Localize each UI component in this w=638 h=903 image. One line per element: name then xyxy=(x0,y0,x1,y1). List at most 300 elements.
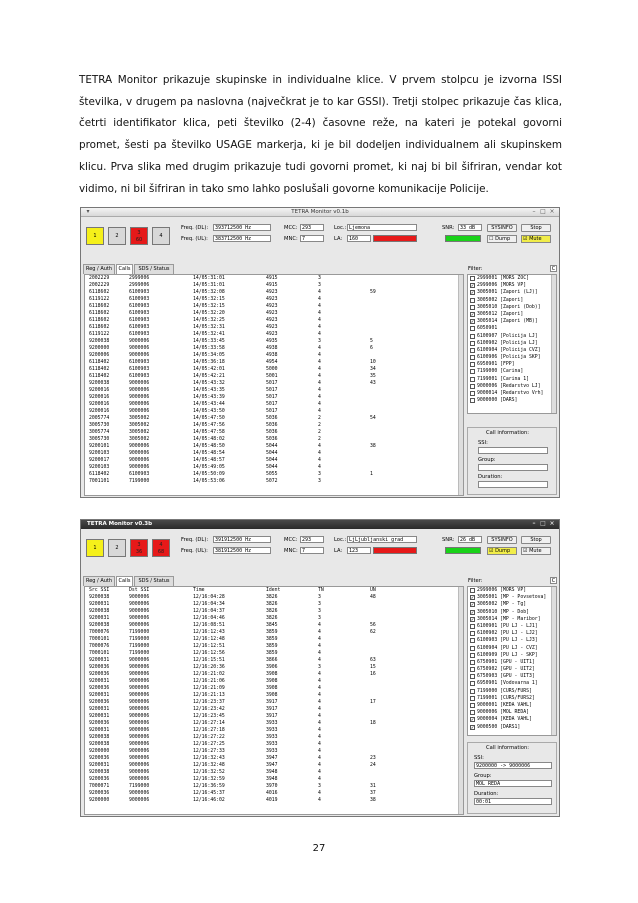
filter-item[interactable] xyxy=(468,680,556,687)
table-cell: 5000 xyxy=(266,367,278,372)
checkbox-checked-icon[interactable]: ✓ xyxy=(471,609,475,616)
table-cell: 16 xyxy=(370,672,376,677)
table-cell: 2 xyxy=(318,437,321,442)
table-cell: Time xyxy=(193,588,205,593)
filter-item-label: 2999006 [MORS VP] xyxy=(477,588,527,593)
table-row[interactable] xyxy=(85,478,463,485)
table-row[interactable] xyxy=(85,415,463,422)
table-row[interactable] xyxy=(85,643,463,650)
table-cell: 9000006 xyxy=(129,742,150,747)
table-row[interactable] xyxy=(85,608,463,615)
stop-button[interactable]: Stop xyxy=(521,536,551,544)
table-row[interactable] xyxy=(85,317,463,324)
loc-label: Loc.: xyxy=(334,225,347,231)
duration-field[interactable]: 00:01 xyxy=(474,798,552,805)
checkbox-icon[interactable] xyxy=(470,384,475,389)
table-row[interactable] xyxy=(85,331,463,338)
table-cell: 9200016 xyxy=(89,388,110,393)
filter-item[interactable] xyxy=(468,616,556,623)
duration-field[interactable] xyxy=(478,481,548,488)
table-cell: 9200036 xyxy=(89,686,110,691)
table-cell: 9000006 xyxy=(129,686,150,691)
table-row[interactable] xyxy=(85,720,463,727)
table-cell: 9000006 xyxy=(129,770,150,775)
checkbox-icon[interactable] xyxy=(470,305,475,310)
table-row[interactable] xyxy=(85,769,463,776)
filter-item[interactable] xyxy=(468,304,556,311)
table-row[interactable] xyxy=(85,748,463,755)
freq-ul-field[interactable]: 383712500 Hz xyxy=(213,235,271,242)
minimize-icon[interactable]: – xyxy=(532,208,536,215)
table-cell: 3 xyxy=(318,602,321,607)
ssi-field[interactable]: 9200000 -> 9000006 xyxy=(474,762,552,769)
snr-field[interactable]: 33 dB xyxy=(458,224,482,231)
table-cell: 9000006 xyxy=(129,756,150,761)
filter-item-label: 7199001 [Carina 1] xyxy=(477,376,529,382)
table-row[interactable] xyxy=(85,741,463,748)
table-cell: 9000006 xyxy=(129,346,150,351)
table-cell: 9000006 xyxy=(129,714,150,719)
table-row[interactable] xyxy=(85,685,463,692)
table-cell: 3 xyxy=(318,339,321,344)
table-row[interactable] xyxy=(85,282,463,289)
filter-item[interactable] xyxy=(468,390,556,397)
stop-button[interactable]: Stop xyxy=(521,224,551,232)
loc-field[interactable]: LjLjubljanski grad xyxy=(347,536,417,543)
freq-ul-label: Freq. (UL): xyxy=(181,236,208,242)
checkbox-icon[interactable] xyxy=(470,667,475,672)
table-cell: Dst SSI xyxy=(129,588,150,593)
filter-item[interactable] xyxy=(468,325,556,332)
table-row[interactable] xyxy=(85,429,463,436)
table-cell: 3933 xyxy=(266,728,278,733)
table-cell: 3 xyxy=(318,665,321,670)
filter-item[interactable] xyxy=(468,361,556,368)
filter-item[interactable] xyxy=(468,716,556,723)
filter-item[interactable] xyxy=(468,368,556,375)
table-row[interactable] xyxy=(85,783,463,790)
mcc-label: MCC: xyxy=(284,225,298,231)
table-row[interactable] xyxy=(85,699,463,706)
table-row[interactable] xyxy=(85,797,463,804)
table-row[interactable] xyxy=(85,615,463,622)
snr-bar-green xyxy=(445,547,481,554)
table-cell: 54 xyxy=(370,416,376,421)
table-cell: 12/16:32:48 xyxy=(193,763,225,768)
maximize-icon[interactable]: □ xyxy=(540,208,546,215)
table-row[interactable] xyxy=(85,401,463,408)
timeslot-2: 2 xyxy=(108,227,126,245)
filter-item[interactable] xyxy=(468,376,556,383)
table-cell: 6100903 xyxy=(129,367,150,372)
table-cell: 12/16:27:22 xyxy=(193,735,225,740)
loc-field[interactable]: Ljemona xyxy=(347,224,417,231)
table-cell: 37 xyxy=(370,791,376,796)
checkbox-checked-icon[interactable]: ✓ xyxy=(471,717,475,724)
table-cell: 3933 xyxy=(266,735,278,740)
filter-item[interactable] xyxy=(468,630,556,637)
filter-list[interactable] xyxy=(467,274,557,414)
dump-toggle[interactable]: ☐ Dump xyxy=(487,235,517,243)
checkbox-checked-icon[interactable]: ✓ xyxy=(471,319,475,326)
call-info-title: Call information: xyxy=(486,745,530,751)
table-row[interactable] xyxy=(85,664,463,671)
filter-item[interactable] xyxy=(468,383,556,390)
filter-item-label: 2999006 [MORS VP] xyxy=(477,283,527,289)
table-cell: 9200103 xyxy=(89,465,110,470)
filter-item-label: 3005002 [MP - Tg] xyxy=(477,602,527,608)
table-cell: 5044 xyxy=(266,458,278,463)
checkbox-checked-icon[interactable]: ✓ xyxy=(471,311,475,318)
table-row[interactable] xyxy=(85,275,463,282)
la-field[interactable]: 160 xyxy=(347,235,371,242)
checkbox-icon[interactable] xyxy=(470,348,475,353)
table-cell: 14/05:48:54 xyxy=(193,451,225,456)
mute-toggle[interactable]: ☑ Mute xyxy=(521,547,551,555)
table-row[interactable] xyxy=(85,373,463,380)
la-field[interactable]: 123 xyxy=(347,547,371,554)
table-row[interactable] xyxy=(85,755,463,762)
table-row[interactable] xyxy=(85,338,463,345)
table-cell: 9200031 xyxy=(89,714,110,719)
table-cell: 5017 xyxy=(266,395,278,400)
table-cell: 14/05:32:25 xyxy=(193,318,225,323)
table-cell: 7199000 xyxy=(129,644,150,649)
table-row[interactable] xyxy=(85,464,463,471)
la-label: LA: xyxy=(334,548,343,554)
tab-calls[interactable]: Calls xyxy=(116,576,133,586)
filter-item[interactable] xyxy=(468,637,556,644)
checkbox-icon[interactable] xyxy=(470,369,475,374)
table-row[interactable] xyxy=(85,310,463,317)
table-cell: 4 xyxy=(318,686,321,691)
filter-item[interactable] xyxy=(468,609,556,616)
table-cell: 4923 xyxy=(266,290,278,295)
checkbox-icon[interactable] xyxy=(470,674,475,679)
table-cell: 59 xyxy=(370,290,376,295)
table-cell: 2999006 xyxy=(129,276,150,281)
table-row[interactable] xyxy=(85,734,463,741)
table-row[interactable] xyxy=(85,443,463,450)
table-row[interactable] xyxy=(85,671,463,678)
table-cell: 4 xyxy=(318,395,321,400)
tab-sds-status[interactable]: SDS / Status xyxy=(134,576,174,586)
filter-item[interactable] xyxy=(468,275,556,282)
checkbox-icon[interactable] xyxy=(470,398,475,403)
table-cell: 9200038 xyxy=(89,381,110,386)
table-cell: 4 xyxy=(318,742,321,747)
table-row[interactable] xyxy=(85,471,463,478)
filter-item-label: 9000014 [Redarstvo Vrh] xyxy=(477,391,544,396)
filter-item-label: 6950901 [FPP] xyxy=(477,362,515,368)
table-cell: 7199000 xyxy=(129,651,150,656)
checkbox-checked-icon[interactable]: ✓ xyxy=(471,283,475,290)
table-row[interactable] xyxy=(85,762,463,769)
checkbox-icon[interactable] xyxy=(470,646,475,651)
table-cell: 3917 xyxy=(266,700,278,705)
filter-item[interactable] xyxy=(468,695,556,702)
table-row[interactable] xyxy=(85,622,463,629)
table-row[interactable] xyxy=(85,380,463,387)
filter-clear-button[interactable]: C xyxy=(551,266,556,272)
checkbox-checked-icon[interactable]: ✓ xyxy=(471,616,475,623)
checkbox-icon[interactable] xyxy=(470,341,475,346)
table-cell: 6100903 xyxy=(129,374,150,379)
filter-item[interactable] xyxy=(468,333,556,340)
sysinfo-button[interactable]: SYSINFO xyxy=(487,536,517,544)
mute-toggle[interactable]: ☑ Mute xyxy=(521,235,551,243)
table-cell: 9000006 xyxy=(129,700,150,705)
timeslot-1: 1 xyxy=(86,227,104,245)
table-row[interactable] xyxy=(85,636,463,643)
tab-sds-status[interactable]: SDS / Status xyxy=(134,264,174,274)
table-row[interactable] xyxy=(85,366,463,373)
group-label: Group: xyxy=(478,457,496,463)
table-row[interactable] xyxy=(85,713,463,720)
checkbox-icon[interactable] xyxy=(470,588,475,593)
checkbox-icon[interactable] xyxy=(470,326,475,331)
filter-item[interactable] xyxy=(468,652,556,659)
table-cell: Src SSI xyxy=(89,588,110,593)
filter-item-label: 2999001 [MORS ZOC] xyxy=(477,276,529,281)
filter-item[interactable] xyxy=(468,709,556,716)
table-row[interactable] xyxy=(85,657,463,664)
checkbox-icon[interactable] xyxy=(470,334,475,339)
table-row[interactable] xyxy=(85,436,463,443)
table-row[interactable] xyxy=(85,387,463,394)
filter-item[interactable] xyxy=(468,724,556,731)
checkbox-icon[interactable] xyxy=(470,624,475,629)
table-cell: 4 xyxy=(318,381,321,386)
filter-item[interactable] xyxy=(468,601,556,608)
table-cell: 2 xyxy=(318,430,321,435)
table-row[interactable] xyxy=(85,289,463,296)
filter-item[interactable] xyxy=(468,347,556,354)
table-cell: 2002229 xyxy=(89,276,110,281)
filter-item[interactable] xyxy=(468,688,556,695)
checkbox-icon[interactable] xyxy=(470,710,475,715)
close-icon[interactable]: × xyxy=(549,520,555,527)
filter-item[interactable] xyxy=(468,587,556,594)
table-row[interactable] xyxy=(85,422,463,429)
freq-dl-field[interactable]: 391912500 Hz xyxy=(213,536,271,543)
table-cell: 1 xyxy=(370,472,373,477)
tab-calls[interactable]: Calls xyxy=(116,264,133,274)
filter-item[interactable] xyxy=(468,397,556,404)
checkbox-icon[interactable] xyxy=(470,660,475,665)
table-cell: 4019 xyxy=(266,798,278,803)
filter-item[interactable] xyxy=(468,297,556,304)
table-row[interactable] xyxy=(85,629,463,636)
tab-reg-auth[interactable]: Reg / Auth xyxy=(83,576,115,586)
checkbox-checked-icon[interactable]: ✓ xyxy=(471,595,475,602)
checkbox-checked-icon[interactable]: ✓ xyxy=(471,290,475,297)
table-cell: 5072 xyxy=(266,479,278,484)
table-cell: 3933 xyxy=(266,749,278,754)
filter-item[interactable] xyxy=(468,282,556,289)
group-field[interactable] xyxy=(478,464,548,471)
filter-item-label: 7199000 [CURS/FURS] xyxy=(477,688,532,694)
filter-item[interactable] xyxy=(468,645,556,652)
table-cell: 12/16:27:25 xyxy=(193,742,225,747)
table-row[interactable] xyxy=(85,706,463,713)
filter-item-label: 6100903 [PU LJ - LJ3] xyxy=(477,638,538,644)
filter-list[interactable] xyxy=(467,586,557,736)
mcc-field[interactable]: 293 xyxy=(300,536,324,543)
table-cell: 4935 xyxy=(266,339,278,344)
table-row[interactable] xyxy=(85,678,463,685)
table-row[interactable] xyxy=(85,359,463,366)
minimize-icon[interactable]: – xyxy=(532,520,536,527)
checkbox-icon[interactable] xyxy=(470,703,475,708)
ssi-field[interactable] xyxy=(478,447,548,454)
dump-toggle[interactable]: ☑ Dump xyxy=(487,547,517,555)
table-cell: 4 xyxy=(318,346,321,351)
table-row[interactable] xyxy=(85,776,463,783)
table-cell: 6100903 xyxy=(129,472,150,477)
table-cell: 4 xyxy=(318,325,321,330)
mcc-field[interactable]: 293 xyxy=(300,224,324,231)
group-field[interactable]: MOL REDA xyxy=(474,780,552,787)
table-cell: 4 xyxy=(318,735,321,740)
table-cell: 7199000 xyxy=(129,637,150,642)
table-row[interactable] xyxy=(85,303,463,310)
table-cell: 3 xyxy=(318,276,321,281)
checkbox-icon[interactable] xyxy=(470,362,475,367)
table-cell: 6118402 xyxy=(89,367,110,372)
table-row[interactable] xyxy=(85,296,463,303)
checkbox-icon[interactable] xyxy=(470,355,475,360)
checkbox-icon[interactable] xyxy=(470,298,475,303)
filter-item-label: 3005002 [Zapori] xyxy=(477,297,524,303)
table-cell: 9000006 xyxy=(129,595,150,600)
checkbox-icon[interactable] xyxy=(470,638,475,643)
table-cell: 3 xyxy=(318,479,321,484)
checkbox-icon[interactable] xyxy=(470,653,475,658)
tab-reg-auth[interactable]: Reg / Auth xyxy=(83,264,115,274)
checkbox-icon[interactable] xyxy=(470,391,475,396)
table-cell: 3908 xyxy=(266,672,278,677)
table-row[interactable] xyxy=(85,394,463,401)
table-cell: 12/16:36:59 xyxy=(193,784,225,789)
filter-item[interactable] xyxy=(468,311,556,318)
table-cell: 14/05:32:41 xyxy=(193,332,225,337)
checkbox-icon[interactable] xyxy=(470,689,475,694)
maximize-icon[interactable]: □ xyxy=(540,520,546,527)
table-header[interactable] xyxy=(85,587,463,594)
table-row[interactable] xyxy=(85,692,463,699)
checkbox-icon[interactable] xyxy=(470,631,475,636)
table-cell: 14/05:32:20 xyxy=(193,311,225,316)
group-label: Group: xyxy=(474,773,492,779)
table-cell: 14/05:33:45 xyxy=(193,339,225,344)
table-row[interactable] xyxy=(85,450,463,457)
table-cell: 2 xyxy=(318,423,321,428)
table-row[interactable] xyxy=(85,457,463,464)
menu-icon[interactable]: ▾ xyxy=(86,208,90,215)
checkbox-icon[interactable] xyxy=(470,696,475,701)
table-cell: 5017 xyxy=(266,388,278,393)
table-cell: 9200036 xyxy=(89,665,110,670)
table-cell: 3859 xyxy=(266,630,278,635)
filter-item-label: 6050901 xyxy=(477,326,498,332)
freq-ul-label: Freq. (UL): xyxy=(181,548,208,554)
filter-item[interactable] xyxy=(468,673,556,680)
checkbox-icon[interactable] xyxy=(470,681,475,686)
table-cell: 63 xyxy=(370,658,376,663)
table-cell: 9000006 xyxy=(129,777,150,782)
filter-item[interactable] xyxy=(468,659,556,666)
filter-item[interactable] xyxy=(468,354,556,361)
table-row[interactable] xyxy=(85,408,463,415)
scrollbar[interactable] xyxy=(551,275,556,413)
table-row[interactable] xyxy=(85,324,463,331)
scrollbar[interactable] xyxy=(458,275,463,495)
filter-item[interactable] xyxy=(468,623,556,630)
table-cell: 9000006 xyxy=(129,395,150,400)
filter-clear-button[interactable]: C xyxy=(551,578,556,584)
filter-item-label: 6100906 [Policija SKP] xyxy=(477,355,541,361)
freq-dl-label: Freq. (DL): xyxy=(181,225,209,231)
table-cell: 4 xyxy=(318,318,321,323)
scrollbar[interactable] xyxy=(458,587,463,814)
table-row[interactable] xyxy=(85,352,463,359)
table-cell: 3005774 xyxy=(89,430,110,435)
table-row[interactable] xyxy=(85,790,463,797)
filter-item[interactable] xyxy=(468,340,556,347)
checkbox-icon[interactable] xyxy=(470,276,475,281)
table-cell: 4 xyxy=(318,791,321,796)
freq-dl-field[interactable]: 393712500 Hz xyxy=(213,224,271,231)
snr-field[interactable]: 26 dB xyxy=(458,536,482,543)
table-cell: 43 xyxy=(370,381,376,386)
table-cell: 9200036 xyxy=(89,791,110,796)
filter-item[interactable] xyxy=(468,702,556,709)
table-row[interactable] xyxy=(85,345,463,352)
sysinfo-button[interactable]: SYSINFO xyxy=(487,224,517,232)
table-row[interactable] xyxy=(85,601,463,608)
close-icon[interactable]: × xyxy=(549,208,555,215)
checkbox-checked-icon[interactable]: ✓ xyxy=(471,724,475,731)
table-cell: 9200016 xyxy=(89,402,110,407)
table-cell: 12/16:15:51 xyxy=(193,658,225,663)
table-cell: 14/05:33:58 xyxy=(193,346,225,351)
table-cell: 5044 xyxy=(266,451,278,456)
table-row[interactable] xyxy=(85,594,463,601)
filter-item[interactable] xyxy=(468,666,556,673)
mnc-field[interactable]: 7 xyxy=(300,235,324,242)
freq-ul-field[interactable]: 381912500 Hz xyxy=(213,547,271,554)
table-cell: 14/05:47:56 xyxy=(193,423,225,428)
mnc-field[interactable]: 7 xyxy=(300,547,324,554)
table-cell: 9000006 xyxy=(129,353,150,358)
filter-item-label: 7199000 [Carina] xyxy=(477,369,524,375)
table-row[interactable] xyxy=(85,650,463,657)
filter-item[interactable] xyxy=(468,289,556,296)
scrollbar[interactable] xyxy=(551,587,556,735)
filter-item[interactable] xyxy=(468,318,556,325)
timeslot-1: 1 xyxy=(86,539,104,557)
table-cell: 3866 xyxy=(266,658,278,663)
filter-item[interactable] xyxy=(468,594,556,601)
filter-item-label: 9000006 [MOL REDA] xyxy=(477,710,529,716)
table-cell: 9000006 xyxy=(129,444,150,449)
checkbox-checked-icon[interactable]: ✓ xyxy=(471,602,475,609)
checkbox-icon[interactable] xyxy=(470,377,475,382)
table-cell: 6100903 xyxy=(129,290,150,295)
table-row[interactable] xyxy=(85,727,463,734)
filter-item-label: 3005010 [MP - Dob] xyxy=(477,609,529,615)
